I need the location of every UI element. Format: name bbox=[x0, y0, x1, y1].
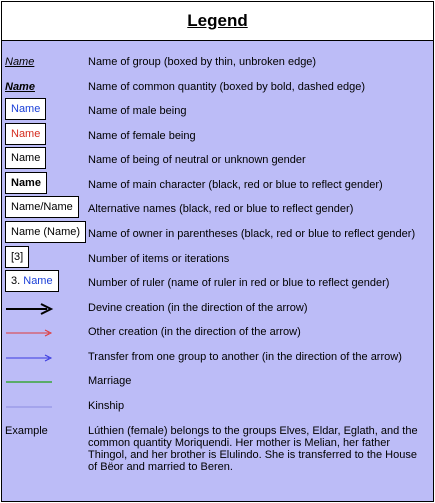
legend-row-owner bbox=[2, 221, 433, 245]
group-description: Name of group (boxed by thin, unbroken edge) bbox=[88, 56, 317, 68]
legend-header bbox=[2, 2, 433, 41]
legend-row-group bbox=[2, 56, 433, 72]
legend-row-marriage bbox=[2, 374, 433, 390]
male-sample-box: Name bbox=[5, 98, 46, 120]
legend-panel bbox=[1, 1, 434, 502]
other-creation-description: Other creation (in the direction of the arrow) bbox=[88, 326, 301, 338]
neutral-description: Name of being of neutral or unknown gender bbox=[88, 154, 306, 166]
other-creation-arrow-icon bbox=[5, 325, 55, 341]
legend-row-main-character bbox=[2, 172, 433, 196]
owner-description: Name of owner in parentheses (black, red or blue to reflect gender) bbox=[88, 228, 416, 240]
ruler-number: 3. bbox=[11, 275, 21, 287]
female-description: Name of female being bbox=[88, 130, 196, 142]
ruler-name: Name bbox=[23, 275, 53, 287]
devine-creation-arrow-icon bbox=[5, 301, 55, 317]
legend-row-ruler bbox=[2, 270, 433, 294]
marriage-line-icon bbox=[5, 374, 55, 390]
main-character-description: Name of main character (black, red or blue to reflect gender) bbox=[88, 179, 383, 191]
legend-row-female bbox=[2, 123, 433, 147]
legend-title: Legend bbox=[187, 11, 248, 30]
legend-row-kinship bbox=[2, 399, 433, 415]
owner-sample-box: Name (Name) bbox=[5, 221, 86, 243]
female-sample-box: Name bbox=[5, 123, 46, 145]
items-sample-box: [3] bbox=[5, 246, 29, 268]
legend-example bbox=[2, 425, 433, 475]
ruler-sample-box bbox=[5, 270, 59, 292]
legend-row-other-creation bbox=[2, 325, 433, 341]
items-description: Number of items or iterations bbox=[88, 253, 230, 265]
alternative-names-sample-box: Name/Name bbox=[5, 196, 79, 218]
ruler-description: Number of ruler (name of ruler in red or blue to reflect gender) bbox=[88, 277, 390, 289]
male-description: Name of male being bbox=[88, 105, 187, 117]
legend-row-male bbox=[2, 98, 433, 122]
common-quantity-sample: Name bbox=[5, 81, 35, 93]
kinship-description: Kinship bbox=[88, 400, 125, 412]
example-text: Lúthien (female) belongs to the groups Elves, Eldar, Eglath, and the common quantity Moriquendi. Her mother is Melian, her father Thingol, and her brother is Elulindo. She is transferred to the House of Bëor and married to Beren. bbox=[88, 425, 418, 473]
common-quantity-description: Name of common quantity (boxed by bold, dashed edge) bbox=[88, 81, 365, 93]
example-label: Example bbox=[5, 425, 48, 437]
group-sample: Name bbox=[5, 56, 35, 68]
kinship-line-icon bbox=[5, 399, 55, 415]
legend-row-alternative-names bbox=[2, 196, 433, 220]
legend-row-transfer bbox=[2, 350, 433, 366]
legend-row-devine-creation bbox=[2, 301, 433, 317]
legend-row-neutral bbox=[2, 147, 433, 171]
devine-creation-description: Devine creation (in the direction of the arrow) bbox=[88, 302, 308, 314]
legend-row-common-quantity bbox=[2, 81, 433, 97]
neutral-sample-box: Name bbox=[5, 147, 46, 169]
transfer-arrow-icon bbox=[5, 350, 55, 366]
marriage-description: Marriage bbox=[88, 375, 132, 387]
legend-row-items bbox=[2, 246, 433, 270]
main-character-sample-box: Name bbox=[5, 172, 47, 194]
transfer-description: Transfer from one group to another (in the direction of the arrow) bbox=[88, 351, 402, 363]
alternative-names-description: Alternative names (black, red or blue to reflect gender) bbox=[88, 203, 354, 215]
